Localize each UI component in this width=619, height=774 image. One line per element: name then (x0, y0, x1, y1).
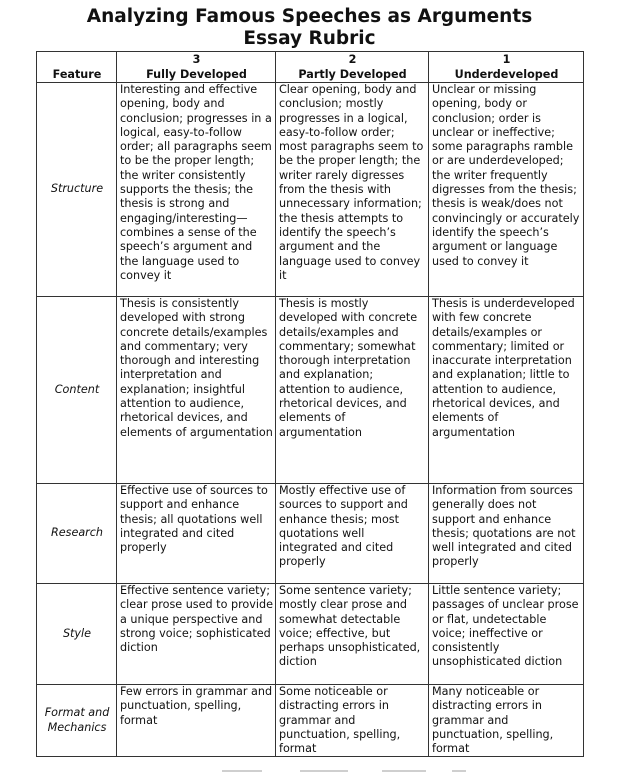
cell-research-1: Information from sources generally does not support and enhance thesis; quotations are not well integrated and cited properly (429, 484, 584, 584)
cell-style-1: Little sentence variety; passages of unclear prose or flat, undetectable voice; ineffective or consistently unsophisticated diction (429, 584, 584, 685)
feature-style: Style (37, 584, 117, 685)
cell-format-2: Some noticeable or distracting errors in grammar and punctuation, spelling, format (276, 685, 429, 757)
header-feature-label: Feature (52, 67, 102, 81)
header-score-2 (276, 52, 429, 83)
table-header-row (37, 52, 584, 83)
cell-structure-1: Unclear or missing opening, body or conclusion; order is unclear or ineffective; some paragraphs ramble or are underdeveloped; the writer frequently digresses from the thesis; thesis is weak/does not convincingly or accurately identify the speech’s argument or language used to convey it (429, 83, 584, 297)
bottom-mark (300, 770, 348, 772)
title-line-2: Essay Rubric (243, 28, 376, 49)
bottom-mark (452, 770, 466, 772)
feature-format-line-1: Format and (44, 706, 110, 720)
cell-structure-2: Clear opening, body and conclusion; mostly progresses in a logical, easy-to-follow order; most paragraphs seem to be the proper length; the writer rarely digresses from the thesis with unnecessary information; the thesis attempts to identify the speech’s argument and the language used to convey it (276, 83, 429, 297)
bottom-mark (222, 770, 262, 772)
cell-research-3: Effective use of sources to support and enhance thesis; all quotations well integrated and cited properly (117, 484, 276, 584)
header-score-2-label: Partly Developed (298, 67, 407, 81)
table-row-format-mechanics (37, 685, 584, 757)
rubric-table (36, 51, 584, 757)
table-row-style (37, 584, 584, 685)
feature-research: Research (37, 484, 117, 584)
table-row-structure (37, 83, 584, 297)
bottom-mark (382, 770, 426, 772)
table-row-content (37, 297, 584, 484)
cell-research-2: Mostly effective use of sources to support and enhance thesis; most quotations well integrated and cited properly (276, 484, 429, 584)
header-score-1 (429, 52, 584, 83)
feature-content: Content (37, 297, 117, 484)
header-score-1-label: Underdeveloped (454, 67, 559, 81)
feature-format-line-2: Mechanics (47, 720, 107, 734)
cell-format-1: Many noticeable or distracting errors in grammar and punctuation, spelling, format (429, 685, 584, 757)
header-feature (37, 52, 117, 83)
cell-content-3: Thesis is consistently developed with strong concrete details/examples and commentary; very thorough and interesting interpretation and explanation; insightful attention to audience, rhetorical devices, and elements of argumentation (117, 297, 276, 484)
header-score-3-number: 3 (192, 53, 201, 67)
cell-structure-3: Interesting and effective opening, body and conclusion; progresses in a logical, easy-to-follow order; all paragraphs seem to be the proper length; the writer consistently supports the thesis; the thesis is strong and engaging/interesting—combines a sense of the speech’s argument and the language used to convey it (117, 83, 276, 297)
cell-content-2: Thesis is mostly developed with concrete details/examples and commentary; somewhat thorough interpretation and explanation; attention to audience, rhetorical devices, and elements of argumentation (276, 297, 429, 484)
header-score-3 (117, 52, 276, 83)
feature-structure: Structure (37, 83, 117, 297)
cell-format-3: Few errors in grammar and punctuation, spelling, format (117, 685, 276, 757)
header-score-1-number: 1 (502, 53, 511, 67)
cell-style-3: Effective sentence variety; clear prose used to provide a unique perspective and strong voice; sophisticated diction (117, 584, 276, 685)
cell-content-1: Thesis is underdeveloped with few concrete details/examples or commentary; limited or inaccurate interpretation and explanation; little to attention to audience, rhetorical devices, and elements of argumentation (429, 297, 584, 484)
page-title (0, 6, 619, 50)
bottom-edge-marks (0, 768, 619, 774)
cell-style-2: Some sentence variety; mostly clear prose and somewhat detectable voice; effective, but perhaps unsophisticated, diction (276, 584, 429, 685)
title-line-1: Analyzing Famous Speeches as Arguments (86, 6, 533, 27)
header-score-3-label: Fully Developed (146, 67, 247, 81)
header-score-2-number: 2 (348, 53, 357, 67)
table-row-research (37, 484, 584, 584)
feature-format-mechanics (37, 685, 117, 757)
